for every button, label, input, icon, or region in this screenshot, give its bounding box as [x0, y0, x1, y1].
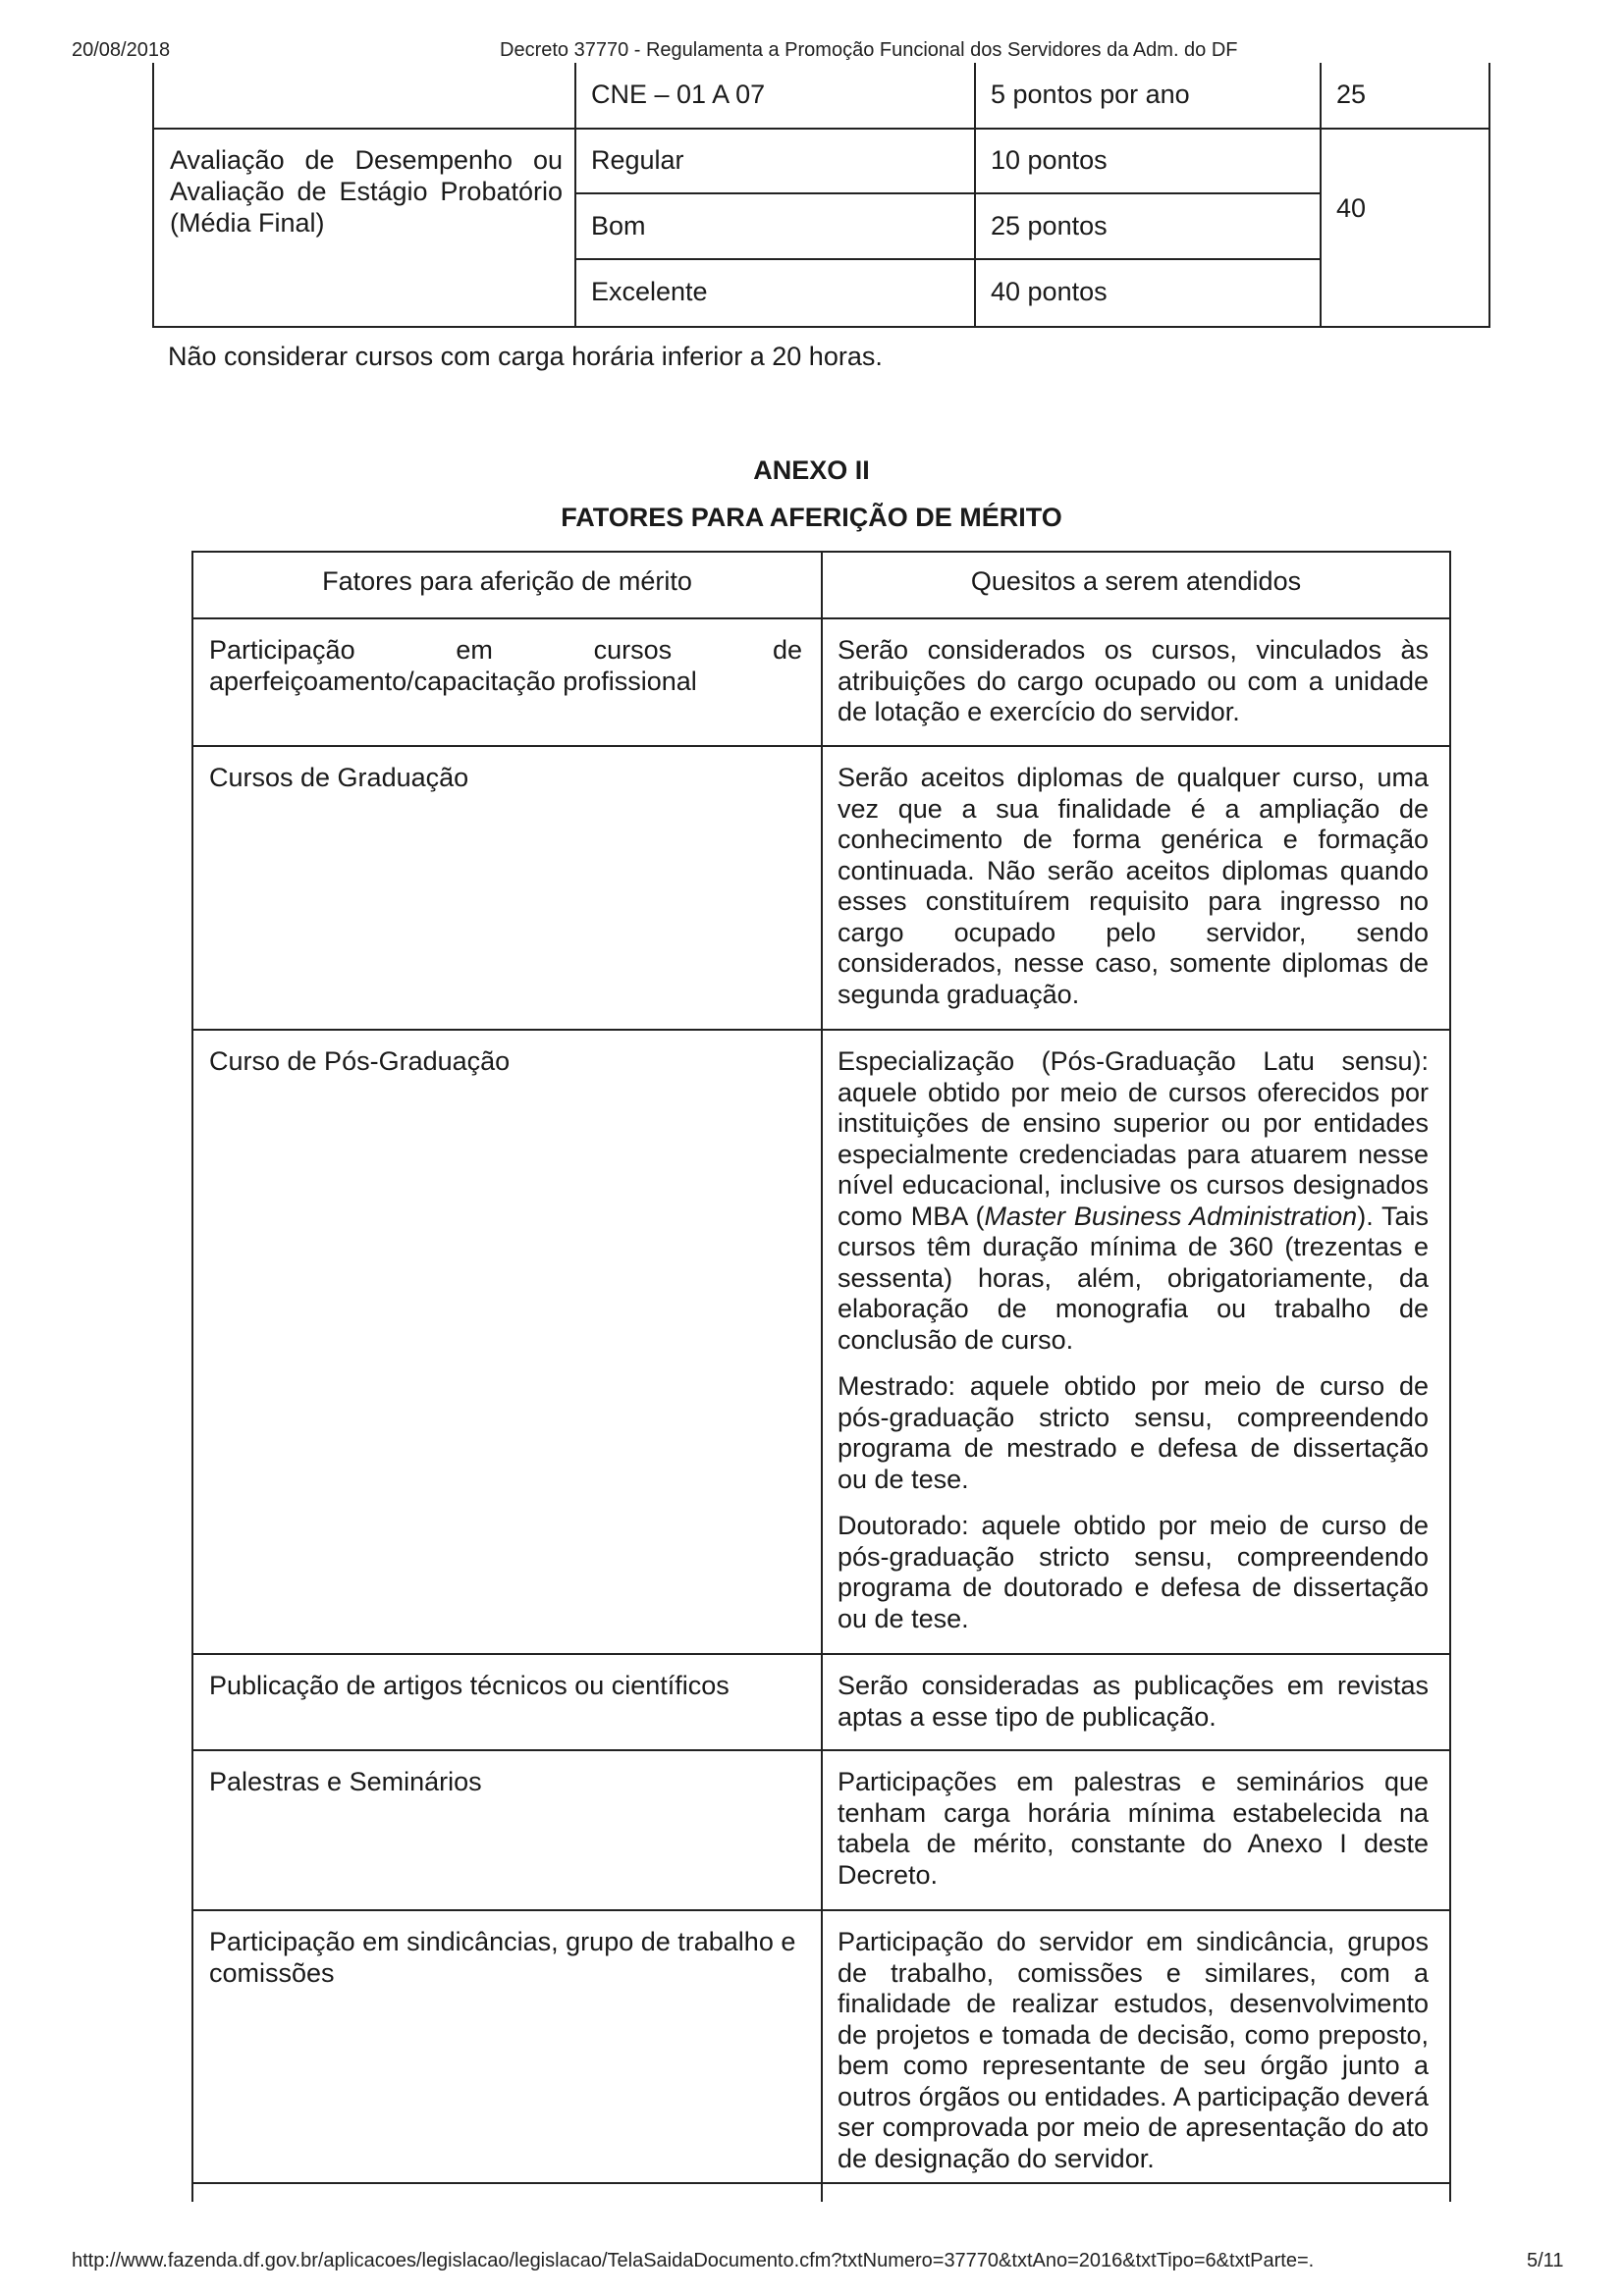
evaluation-criterion: Avaliação de Desempenho ou Avaliação de Estágio Probatório (Média Final)	[170, 145, 563, 238]
annex-title: FATORES PARA AFERIÇÃO DE MÉRITO	[561, 503, 1062, 532]
cne-max: 25	[1336, 80, 1367, 109]
table-row-divider	[574, 192, 1321, 194]
requirement-lectures: Participações em palestras e seminários que tenham carga horária mínima estabelecida na tabela de mérito, constante do Anexo I deste Decreto.	[838, 1767, 1429, 1890]
requirement-committees: Participação do servidor em sindicância, grupos de trabalho, comissões e similares, com a finalidade de realizar estudos, desenvolvimento de projetos e tomada de decisão, como preposto, bem como representante de seu órgão junto a outros órgãos ou entidades. A participação deverá ser comprovada por meio de apresentação do ato de designação do servidor.	[838, 1927, 1429, 2173]
requirement-doctorate: Doutorado: aquele obtido por meio de curso de pós-graduação stricto sensu, compreendendo programa de doutorado e defesa de dissertação ou de tese.	[838, 1511, 1429, 1633]
evaluation-max: 40	[1336, 193, 1367, 223]
requirement-graduation: Serão aceitos diplomas de qualquer curso, uma vez que a sua finalidade é a ampliação de conhecimento de forma genérica e formação continuada. Não serão aceitos diplomas quando esses constituírem requisito para ingresso no cargo ocupado pelo servidor, sendo considerados, nesse caso, somente diplomas de segunda graduação.	[838, 763, 1429, 1009]
table-divider	[574, 63, 576, 326]
factor-publications: Publicação de artigos técnicos ou científicos	[209, 1671, 730, 1700]
annex-label: ANEXO II	[753, 455, 870, 485]
requirement-improvement-courses: Serão considerados os cursos, vinculados às atribuições do cargo ocupado ou com a unidade de lotação e exercício do servidor.	[838, 635, 1429, 726]
level-bom: Bom	[591, 211, 646, 240]
table-row-divider	[193, 2182, 1449, 2184]
level-regular: Regular	[591, 145, 684, 175]
print-header-title: Decreto 37770 - Regulamenta a Promoção Funcional dos Servidores da Adm. do DF	[500, 39, 1238, 61]
points-bom: 25 pontos	[991, 211, 1108, 240]
cne-item: CNE – 01 A 07	[591, 80, 766, 109]
merit-factors-table	[191, 551, 1451, 2202]
table-row-divider	[193, 617, 1449, 619]
requirement-specialization: Especialização (Pós-Graduação Latu sensu): aquele obtido por meio de cursos oferecidos por instituições de ensino superior ou por entidades especialmente credenciadas para atuarem nesse nível educacional, inclusive os cursos designados como MBA (Master Business Administration). Tais cursos têm duração mínima de 360 (trezentas e sessenta) horas, além, obrigatoriamente, da elaboração de monografia ou trabalho de conclusão de curso.	[838, 1046, 1429, 1355]
table-row-divider	[574, 258, 1321, 260]
points-regular: 10 pontos	[991, 145, 1108, 175]
requirement-postgraduate	[838, 1046, 1429, 1634]
table-divider	[1320, 63, 1322, 326]
factor-graduation: Cursos de Graduação	[209, 763, 469, 792]
course-hours-note: Não considerar cursos com carga horária inferior a 20 horas.	[168, 342, 883, 371]
cne-points: 5 pontos por ano	[991, 80, 1190, 109]
points-excelente: 40 pontos	[991, 277, 1108, 306]
factor-committees: Participação em sindicâncias, grupo de trabalho e comissões	[209, 1927, 796, 1988]
requirement-publications: Serão consideradas as publicações em revistas aptas a esse tipo de publicação.	[838, 1671, 1429, 1732]
print-date: 20/08/2018	[72, 39, 171, 61]
factor-postgraduate: Curso de Pós-Graduação	[209, 1046, 511, 1076]
column-header-requirements: Quesitos a serem atendidos	[970, 566, 1302, 596]
table-row-divider	[193, 745, 1449, 747]
factor-improvement-courses: Participação em cursos de aperfeiçoamento/capacitação profissional	[209, 635, 802, 696]
table-row-divider	[154, 128, 1488, 130]
table-divider	[974, 63, 976, 326]
page-number: 5/11	[1527, 2250, 1564, 2271]
table-row-divider	[193, 1749, 1449, 1751]
column-header-factors: Fatores para aferição de mérito	[322, 566, 692, 596]
factor-lectures: Palestras e Seminários	[209, 1767, 482, 1796]
table-row-divider	[193, 1909, 1449, 1911]
table-row-divider	[193, 1653, 1449, 1655]
level-excelente: Excelente	[591, 277, 708, 306]
requirement-masters: Mestrado: aquele obtido por meio de curso de pós-graduação stricto sensu, compreendendo programa de mestrado e defesa de dissertação ou de tese.	[838, 1371, 1429, 1494]
print-footer-url: http://www.fazenda.df.gov.br/aplicacoes/legislacao/legislacao/TelaSaidaDocumento.cfm?txtNumero=37770&txtAno=2016&txtTipo=6&txtParte=.	[72, 2250, 1315, 2271]
merit-points-table	[152, 63, 1490, 328]
table-divider	[821, 553, 823, 2202]
table-row-divider	[193, 1029, 1449, 1031]
